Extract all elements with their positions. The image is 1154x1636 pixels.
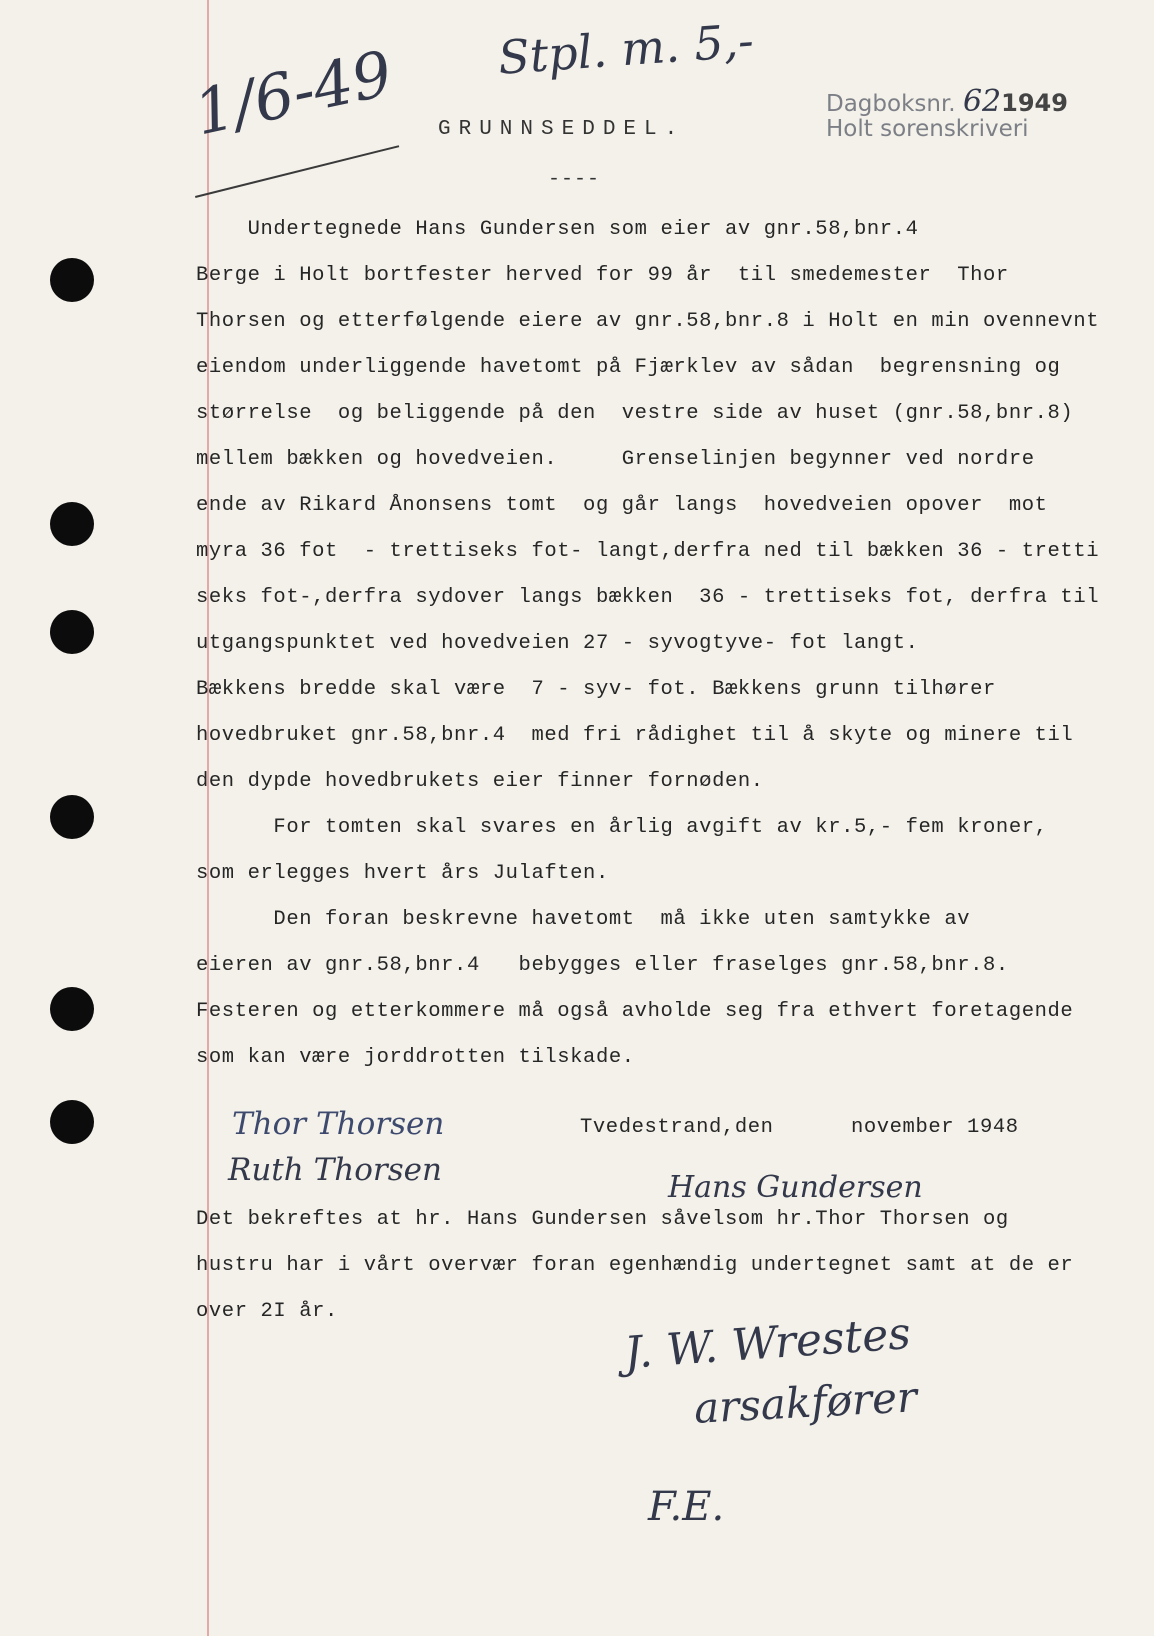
punch-hole	[50, 987, 94, 1031]
punch-hole	[50, 795, 94, 839]
body-line: som erlegges hvert års Julaften.	[196, 862, 609, 885]
initials: F.E.	[648, 1484, 725, 1530]
body-line: ende av Rikard Ånonsens tomt og går langs hovedveien opover mot	[196, 494, 1048, 517]
handwritten-note: Stpl. m. 5,-	[496, 13, 756, 85]
body-line: Thorsen og etterfølgende eiere av gnr.58,bnr.8 i Holt en min ovennevnt	[196, 310, 1100, 333]
signature-witness: J. W. Wrestes	[622, 1308, 913, 1379]
attest-line: Det bekreftes at hr. Hans Gundersen såvelsom hr.Thor Thorsen og	[196, 1208, 1009, 1231]
body-line: Bækkens bredde skal være 7 - syv- fot. Bækkens grunn tilhører	[196, 678, 996, 701]
punch-hole	[50, 1100, 94, 1144]
signature-ruth-thorsen: Ruth Thorsen	[228, 1152, 442, 1188]
attest-line: hustru har i vårt overvær foran egenhændig undertegnet samt at de er	[196, 1254, 1074, 1277]
body-line: størrelse og beliggende på den vestre side av huset (gnr.58,bnr.8)	[196, 402, 1074, 425]
body-line: den dypde hovedbrukets eier finner fornøden.	[196, 770, 764, 793]
attest-line: over 2I år.	[196, 1300, 338, 1323]
body-line: Festeren og etterkommere må også avholde seg fra ethvert foretagende	[196, 1000, 1074, 1023]
body-line: hovedbruket gnr.58,bnr.4 med fri rådighet til å skyte og minere til	[196, 724, 1074, 747]
handwritten-date: 1/6-49	[188, 36, 399, 150]
stamp-number: 62	[962, 84, 1002, 119]
registry-stamp	[826, 84, 1068, 119]
stamp-year: 1949	[1001, 89, 1068, 117]
date-underline	[195, 145, 399, 198]
place-and-date: Tvedestrand,den november 1948	[580, 1116, 1019, 1139]
signature-witness-title: arsakfører	[692, 1372, 919, 1433]
punch-hole	[50, 258, 94, 302]
body-line: som kan være jorddrotten tilskade.	[196, 1046, 635, 1069]
body-line: eiendom underliggende havetomt på Fjærklev av sådan begrensning og	[196, 356, 1061, 379]
stamp-court: Holt sorenskriveri	[826, 116, 1029, 142]
body-line: Berge i Holt bortfester herved for 99 år til smedemester Thor	[196, 264, 1009, 287]
punch-hole	[50, 610, 94, 654]
body-line: Den foran beskrevne havetomt må ikke uten samtykke av	[196, 908, 971, 931]
stamp-prefix: Dagboksnr.	[826, 91, 956, 117]
body-line: seks fot-,derfra sydover langs bækken 36 - trettiseks fot, derfra til	[196, 586, 1100, 609]
body-line: myra 36 fot - trettiseks fot- langt,derfra ned til bækken 36 - tretti	[196, 540, 1100, 563]
punch-hole	[50, 502, 94, 546]
document-title: GRUNNSEDDEL.	[438, 118, 686, 141]
body-line: For tomten skal svares en årlig avgift av kr.5,- fem kroner,	[196, 816, 1048, 839]
body-line: eieren av gnr.58,bnr.4 bebygges eller fraselges gnr.58,bnr.8.	[196, 954, 1009, 977]
signature-thor-thorsen: Thor Thorsen	[232, 1106, 445, 1142]
body-line: utgangspunktet ved hovedveien 27 - syvogtyve- fot langt.	[196, 632, 919, 655]
signature-hans-gundersen: Hans Gundersen	[668, 1170, 923, 1205]
body-line: mellem bækken og hovedveien. Grenselinjen begynner ved nordre	[196, 448, 1035, 471]
title-separator: ----	[548, 168, 601, 191]
body-line: Undertegnede Hans Gundersen som eier av gnr.58,bnr.4	[196, 218, 919, 241]
